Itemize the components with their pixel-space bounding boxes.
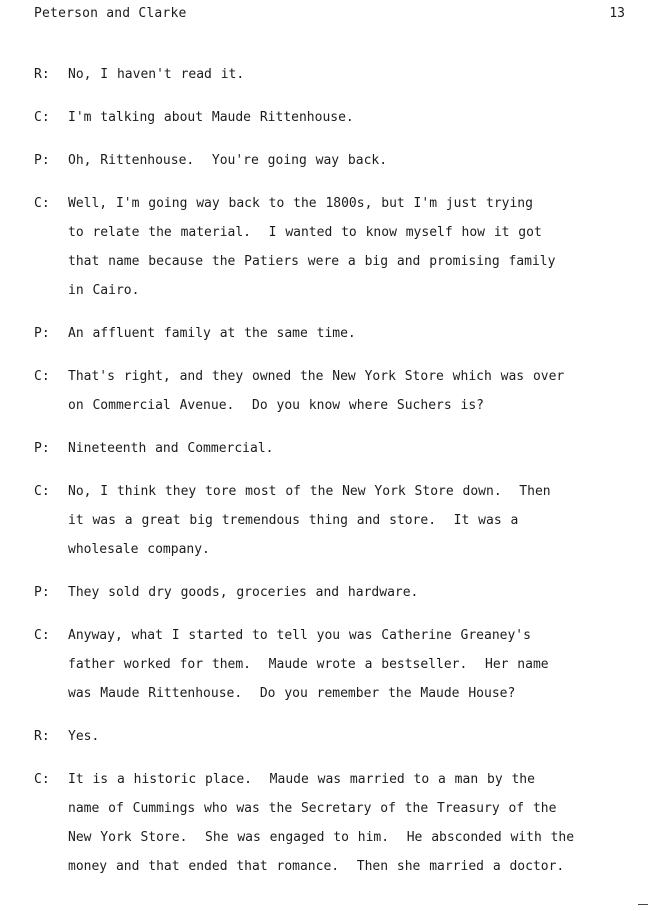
text-line: They sold dry goods, groceries and hardware. (68, 585, 419, 600)
text-line: money and that ended that romance. Then she married a doctor. (68, 859, 565, 874)
text-line: Nineteenth and Commercial. (68, 441, 274, 456)
text-line: was Maude Rittenhouse. Do you remember the Maude House? (68, 686, 516, 701)
text-line: That's right, and they owned the New York Store which was over (68, 369, 565, 384)
text-line: on Commercial Avenue. Do you know where Suchers is? (68, 398, 484, 413)
dialogue-text (68, 189, 634, 305)
dialogue-text (68, 722, 634, 751)
text-line: I'm talking about Maude Rittenhouse. (68, 110, 354, 125)
dialogue-entry (34, 362, 634, 420)
text-line: An affluent family at the same time. (68, 326, 356, 341)
text-line: to relate the material. I wanted to know myself how it got (68, 225, 542, 240)
speaker-label: C: (34, 196, 50, 211)
speaker-label: P: (34, 326, 50, 341)
text-line: in Cairo. (68, 283, 140, 298)
text-line: New York Store. She was engaged to him. He absconded with the (68, 830, 575, 845)
dialogue-text (68, 362, 634, 420)
dialogue-text (68, 477, 634, 564)
dialogue-text (68, 578, 634, 607)
speaker-label: P: (34, 585, 50, 600)
speaker-label: P: (34, 153, 50, 168)
text-line: father worked for them. Maude wrote a bestseller. Her name (68, 657, 549, 672)
dialogue-text (68, 103, 634, 132)
dialogue-entry (34, 578, 634, 607)
speaker-label: C: (34, 484, 50, 499)
speaker-label: R: (34, 67, 50, 82)
transcript-body (34, 60, 634, 895)
dialogue-text (68, 60, 634, 89)
dialogue-text (68, 434, 634, 463)
text-line: wholesale company. (68, 542, 210, 557)
dialogue-entry (34, 621, 634, 708)
dialogue-text (68, 765, 634, 881)
dialogue-entry (34, 103, 634, 132)
dialogue-entry (34, 189, 634, 305)
dialogue-entry (34, 60, 634, 89)
dialogue-text (68, 319, 634, 348)
speaker-label: C: (34, 110, 50, 125)
dialogue-text (68, 621, 634, 708)
text-line: it was a great big tremendous thing and store. It was a (68, 513, 519, 528)
speaker-label: R: (34, 729, 50, 744)
header-names: Peterson and Clarke (34, 6, 187, 21)
dialogue-entry (34, 434, 634, 463)
speaker-label: C: (34, 628, 50, 643)
speaker-label: P: (34, 441, 50, 456)
dialogue-entry (34, 765, 634, 881)
dialogue-text (68, 146, 634, 175)
speaker-label: C: (34, 772, 50, 787)
text-line: that name because the Patiers were a big and promising family (68, 254, 556, 269)
dialogue-entry (34, 319, 634, 348)
margin-mark (638, 904, 648, 905)
text-line: Yes. (68, 729, 100, 744)
text-line: No, I think they tore most of the New York Store down. Then (68, 484, 551, 499)
dialogue-entry (34, 722, 634, 751)
text-line: Anyway, what I started to tell you was Catherine Greaney's (68, 628, 531, 643)
page-number: 13 (609, 6, 625, 21)
dialogue-entry (34, 477, 634, 564)
text-line: Well, I'm going way back to the 1800s, but I'm just trying (68, 196, 533, 211)
text-line: It is a historic place. Maude was married to a man by the (68, 772, 535, 787)
dialogue-entry (34, 146, 634, 175)
speaker-label: C: (34, 369, 50, 384)
text-line: No, I haven't read it. (68, 67, 245, 82)
text-line: name of Cummings who was the Secretary of the Treasury of the (68, 801, 557, 816)
text-line: Oh, Rittenhouse. You're going way back. (68, 153, 388, 168)
